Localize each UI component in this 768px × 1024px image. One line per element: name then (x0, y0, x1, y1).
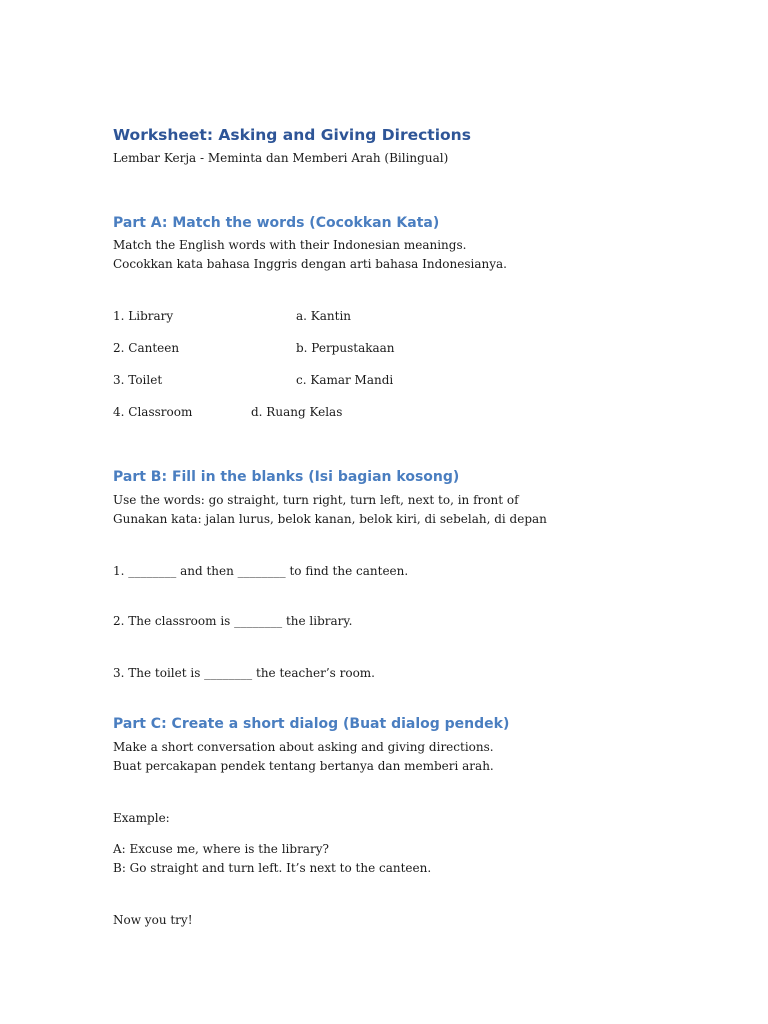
part-c-instruction-id: Buat percakapan pendek tentang bertanya dan memberi arah. (113, 759, 494, 773)
match-right-item: b. Perpustakaan (296, 341, 395, 355)
match-right-item: d. Ruang Kelas (251, 405, 343, 419)
fill-blank-item: 3. The toilet is ________ the teacher’s room. (113, 666, 375, 680)
match-left-item: 1. Library (113, 309, 174, 323)
part-a-heading: Part A: Match the words (Cocokkan Kata) (113, 215, 440, 231)
fill-blank-item: 2. The classroom is ________ the library. (113, 614, 353, 628)
match-left-item: 2. Canteen (113, 341, 180, 355)
part-b-instruction-id: Gunakan kata: jalan lurus, belok kanan, belok kiri, di sebelah, di depan (113, 512, 547, 526)
now-you-try: Now you try! (113, 913, 193, 927)
part-a-instruction-en: Match the English words with their Indonesian meanings. (113, 238, 467, 252)
worksheet-title: Worksheet: Asking and Giving Directions (113, 126, 471, 144)
dialog-line-b: B: Go straight and turn left. It’s next to the canteen. (113, 861, 432, 875)
fill-blank-item: 1. ________ and then ________ to find the canteen. (113, 564, 409, 578)
dialog-line-a: A: Excuse me, where is the library? (113, 842, 329, 856)
match-left-item: 4. Classroom (113, 405, 193, 419)
part-b-instruction-en: Use the words: go straight, turn right, turn left, next to, in front of (113, 493, 519, 507)
match-right-item: c. Kamar Mandi (296, 373, 394, 387)
part-c-instruction-en: Make a short conversation about asking and giving directions. (113, 740, 494, 754)
worksheet-subtitle: Lembar Kerja - Meminta dan Memberi Arah (Bilingual) (113, 151, 449, 165)
part-a-instruction-id: Cocokkan kata bahasa Inggris dengan arti bahasa Indonesianya. (113, 257, 507, 271)
example-label: Example: (113, 811, 170, 825)
part-b-heading: Part B: Fill in the blanks (Isi bagian kosong) (113, 469, 460, 485)
match-left-item: 3. Toilet (113, 373, 163, 387)
match-right-item: a. Kantin (296, 309, 352, 323)
part-c-heading: Part C: Create a short dialog (Buat dialog pendek) (113, 716, 510, 732)
